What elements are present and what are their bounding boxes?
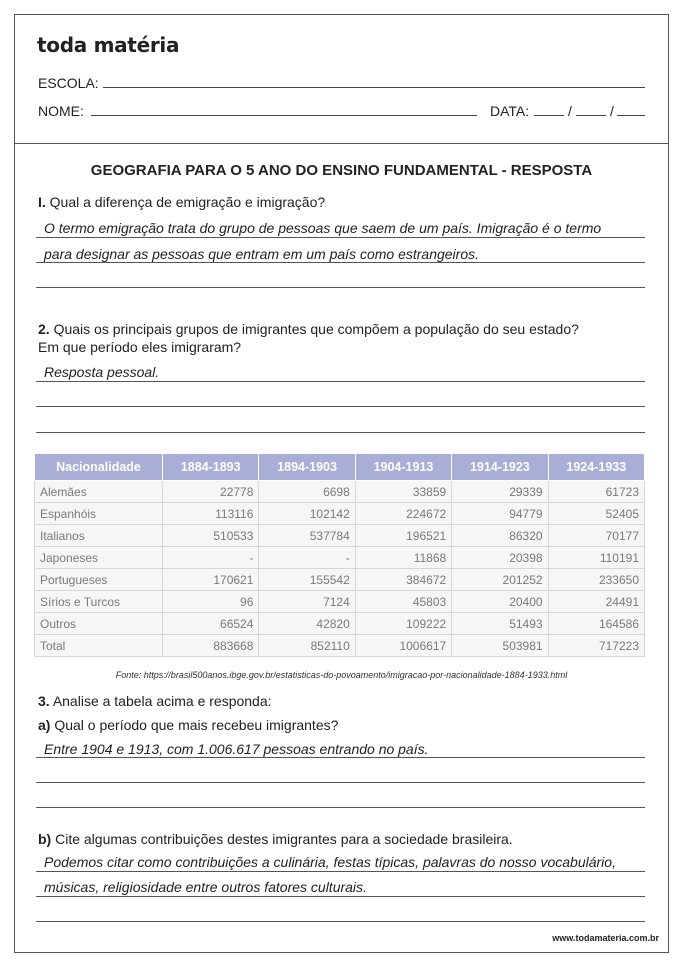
table-row xyxy=(35,569,645,591)
table-cell: 224672 xyxy=(355,503,451,525)
answer-line xyxy=(36,871,645,872)
table-cell: 66524 xyxy=(163,613,259,635)
table-cell-nationality: Italianos xyxy=(35,525,163,547)
table-cell: 33859 xyxy=(355,481,451,503)
table-cell: 94779 xyxy=(452,503,548,525)
table-cell: 45803 xyxy=(355,591,451,613)
question-2-text-line-1: Quais os principais grupos de imigrantes que compõem a população do seu estado? xyxy=(53,321,579,337)
answer-3a: Entre 1904 e 1913, com 1.006.617 pessoas entrando no país. xyxy=(44,741,429,757)
table-cell: 6698 xyxy=(259,481,355,503)
answer-line xyxy=(36,237,645,238)
question-3-number: 3. xyxy=(38,693,50,709)
table-cell: 110191 xyxy=(548,547,644,569)
table-row xyxy=(35,503,645,525)
answer-line xyxy=(36,381,645,382)
table-cell-nationality: Japoneses xyxy=(35,547,163,569)
table-cell: 196521 xyxy=(355,525,451,547)
table-row xyxy=(35,481,645,503)
table-cell: 233650 xyxy=(548,569,644,591)
table-row xyxy=(35,613,645,635)
answer-line xyxy=(36,782,645,783)
table-cell: 7124 xyxy=(259,591,355,613)
table-cell: 717223 xyxy=(548,635,644,657)
name-field[interactable] xyxy=(91,115,477,116)
immigration-table xyxy=(34,453,645,657)
table-cell: 155542 xyxy=(259,569,355,591)
table-cell: 1006617 xyxy=(355,635,451,657)
name-label: NOME: xyxy=(38,103,84,119)
worksheet-title: GEOGRAFIA PARA O 5 ANO DO ENSINO FUNDAMENTAL - RESPOSTA xyxy=(90,162,593,179)
school-field[interactable] xyxy=(103,87,645,88)
table-cell: - xyxy=(259,547,355,569)
table-cell: 503981 xyxy=(452,635,548,657)
table-cell: 109222 xyxy=(355,613,451,635)
answer-3b-line-2: músicas, religiosidade entre outros fatores culturais. xyxy=(44,879,367,895)
table-header-cell: 1884-1893 xyxy=(163,454,259,481)
table-cell: 113116 xyxy=(163,503,259,525)
question-3a xyxy=(38,716,338,734)
question-2-number: 2. xyxy=(38,321,50,337)
table-header-cell: 1924-1933 xyxy=(548,454,644,481)
answer-line xyxy=(36,406,645,407)
answer-3b-line-1: Podemos citar como contribuições a culinária, festas típicas, palavras do nosso vocabulário, xyxy=(44,854,616,870)
table-cell: 170621 xyxy=(163,569,259,591)
table-cell: 510533 xyxy=(163,525,259,547)
table-cell-nationality: Alemães xyxy=(35,481,163,503)
table-header-row xyxy=(35,454,645,481)
question-2 xyxy=(38,320,579,356)
table-row-total xyxy=(35,635,645,657)
table-cell: 42820 xyxy=(259,613,355,635)
date-month-field[interactable] xyxy=(576,115,606,116)
question-1-number: I. xyxy=(38,194,46,210)
table-cell: 22778 xyxy=(163,481,259,503)
header-divider xyxy=(14,143,669,144)
date-day-field[interactable] xyxy=(534,115,564,116)
answer-line xyxy=(36,896,645,897)
question-1-text: Qual a diferença de emigração e imigração? xyxy=(49,194,326,210)
date-separator: / xyxy=(568,103,572,119)
question-3a-label: a) xyxy=(38,717,51,733)
table-header-cell: Nacionalidade xyxy=(35,454,163,481)
table-row xyxy=(35,525,645,547)
table-cell: 102142 xyxy=(259,503,355,525)
table-cell: 20400 xyxy=(452,591,548,613)
answer-1-line-1: O termo emigração trata do grupo de pessoas que saem de um país. Imigração é o termo xyxy=(44,220,602,236)
table-cell: 384672 xyxy=(355,569,451,591)
table-cell: 52405 xyxy=(548,503,644,525)
school-label: ESCOLA: xyxy=(38,75,99,91)
table-cell: 20398 xyxy=(452,547,548,569)
table-cell: 201252 xyxy=(452,569,548,591)
table-cell: 96 xyxy=(163,591,259,613)
question-3b-text: Cite algumas contribuições destes imigrantes para a sociedade brasileira. xyxy=(55,831,513,847)
table-cell: 164586 xyxy=(548,613,644,635)
table-cell: 86320 xyxy=(452,525,548,547)
question-3b-label: b) xyxy=(38,831,52,847)
question-3-text: Analise a tabela acima e responda: xyxy=(52,693,272,709)
table-cell: 29339 xyxy=(452,481,548,503)
question-3a-text: Qual o período que mais recebeu imigrantes? xyxy=(54,717,339,733)
table-cell: 883668 xyxy=(163,635,259,657)
table-cell-nationality: Outros xyxy=(35,613,163,635)
site-url: www.todamateria.com.br xyxy=(552,933,659,943)
question-2-text-line-2: Em que período eles imigraram? xyxy=(38,339,242,355)
table-cell-nationality: Sírios e Turcos xyxy=(35,591,163,613)
table-cell: 11868 xyxy=(355,547,451,569)
answer-line xyxy=(36,921,645,922)
answer-line xyxy=(36,287,645,288)
answer-line xyxy=(36,807,645,808)
table-cell: 537784 xyxy=(259,525,355,547)
table-header-cell: 1904-1913 xyxy=(355,454,451,481)
date-separator: / xyxy=(610,103,614,119)
answer-1-line-2: para designar as pessoas que entram em um país como estrangeiros. xyxy=(44,246,480,262)
brand-logo: toda matéria xyxy=(37,33,180,57)
table-cell: 51493 xyxy=(452,613,548,635)
table-cell-nationality: Total xyxy=(35,635,163,657)
table-row xyxy=(35,547,645,569)
table-cell: 24491 xyxy=(548,591,644,613)
table-header-cell: 1914-1923 xyxy=(452,454,548,481)
answer-line xyxy=(36,757,645,758)
question-3 xyxy=(38,692,272,710)
table-source: Fonte: https://brasil500anos.ibge.gov.br/estatisticas-do-povoamento/imigracao-por-nacionalidade-1884-1933.html xyxy=(115,670,568,680)
table-header-cell: 1894-1903 xyxy=(259,454,355,481)
table-cell-nationality: Portugueses xyxy=(35,569,163,591)
table-cell: 852110 xyxy=(259,635,355,657)
date-label: DATA: xyxy=(490,103,530,119)
answer-2: Resposta pessoal. xyxy=(44,364,160,380)
answer-line xyxy=(36,432,645,433)
table-cell-nationality: Espanhóis xyxy=(35,503,163,525)
answer-line xyxy=(36,262,645,263)
question-3b xyxy=(38,830,513,848)
table-cell: 70177 xyxy=(548,525,644,547)
question-1 xyxy=(38,193,325,211)
date-year-field[interactable] xyxy=(617,115,645,116)
table-cell: 61723 xyxy=(548,481,644,503)
table-cell: - xyxy=(163,547,259,569)
table-row xyxy=(35,591,645,613)
